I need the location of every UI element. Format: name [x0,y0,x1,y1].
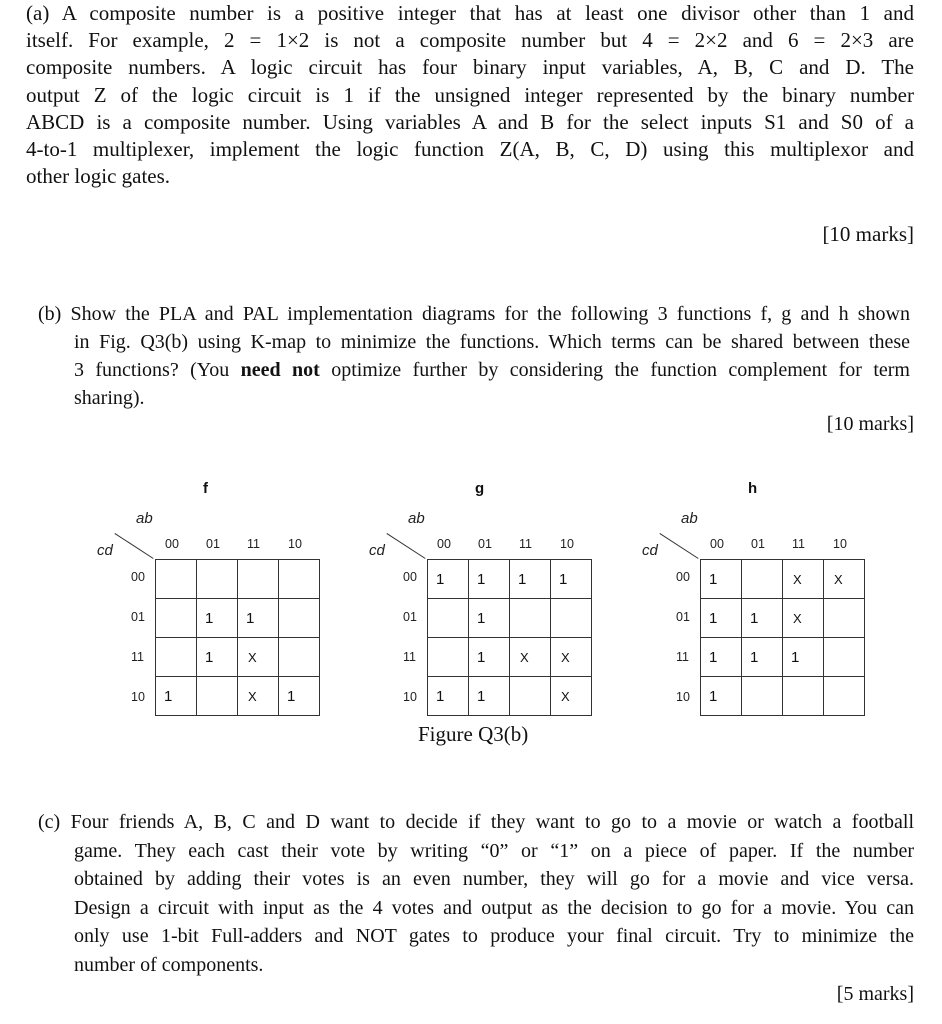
kmap-cell-value: 1 [709,570,718,588]
kmap-cell-value: 1 [477,648,486,666]
kmap-ab-label: ab [408,510,425,527]
kmap-column-header: 00 [437,537,451,551]
kmap-cell [469,677,510,716]
kmap-diagonal [659,533,698,559]
kmap-row-header: 00 [403,570,417,584]
kmap-row [156,638,320,677]
kmap-row [701,599,865,638]
question-b-bold: need not [240,359,320,381]
kmap-cell [742,638,783,677]
kmap-cell [701,638,742,677]
question-b-line: sharing). [74,387,145,409]
kmap-function-label: g [475,480,485,497]
question-b-line3-post: optimize further by considering the function complement for term [319,359,910,381]
kmap-column-header: 10 [833,537,847,551]
kmap-cell [551,677,592,716]
kmap-cell [469,638,510,677]
kmap-cell-value: X [793,571,802,587]
kmap-ab-label: ab [136,510,153,527]
question-c-text [38,808,914,980]
marks-c: [5 marks] [836,983,914,1005]
kmap-cell [742,599,783,638]
kmap-cell-value: 1 [709,687,718,705]
kmap-cell-value: 1 [709,609,718,627]
kmap-row [701,638,865,677]
kmap-grid-g [427,559,592,716]
kmap-cell [428,560,469,599]
kmap-cell-value: 1 [205,648,214,666]
kmap-cell [551,560,592,599]
kmap-ab-label: ab [681,510,698,527]
kmap-cell [824,638,865,677]
kmap-row-header: 11 [676,650,689,664]
kmap-cell [701,677,742,716]
kmap-cell [197,677,238,716]
kmap-cell [197,638,238,677]
kmap-cell [783,638,824,677]
question-b-line: in Fig. Q3(b) using K-map to minimize the functions. Which terms can be shared between these [74,331,910,353]
kmap-cell [510,677,551,716]
kmap-cell [510,638,551,677]
kmap-cell [279,599,320,638]
kmap-cell-value: 1 [205,609,214,627]
kmap-cell-value: 1 [477,687,486,705]
kmap-cell [469,560,510,599]
kmap-row [156,599,320,638]
question-b-text [38,300,910,412]
kmap-cell [238,560,279,599]
kmap-cell-value: X [248,649,257,665]
kmap-cell [156,599,197,638]
kmap-row-header: 00 [676,570,690,584]
kmap-column-header: 00 [165,537,179,551]
kmap-cell-value: X [520,649,529,665]
kmap-cell [783,560,824,599]
kmap-function-label: h [748,480,758,497]
kmap-cell [824,677,865,716]
kmap-cell [551,638,592,677]
kmap-row-header: 01 [403,610,417,624]
question-a-line: (a) A composite number is a positive integer that has at least one divisor other than 1 and [26,1,914,25]
kmap-cell [783,599,824,638]
kmap-cell-value: 1 [477,609,486,627]
question-c-line: only use 1-bit Full-adders and NOT gates to produce your final circuit. Try to minimize the [74,925,914,948]
question-a-text [26,0,914,190]
kmap-cell [197,560,238,599]
question-a-line: itself. For example, 2 = 1×2 is not a composite number but 4 = 2×2 and 6 = 2×3 are [26,28,914,53]
kmap-cell [197,599,238,638]
kmap-cell [701,599,742,638]
kmap-cd-label: cd [369,542,385,559]
kmap-row [701,560,865,599]
kmap-cell [428,677,469,716]
kmap-cell-value: 1 [164,687,173,705]
kmap-cell-value: 1 [477,570,486,588]
kmap-cell-value: 1 [750,648,759,666]
question-c-line: (c) Four friends A, B, C and D want to decide if they want to go to a movie or watch a football [38,811,914,833]
question-a-line: ABCD is a composite number. Using variables A and B for the select inputs S1 and S0 of a [26,109,914,134]
kmap-row [428,599,592,638]
kmap-row-header: 11 [403,650,416,664]
kmap-cell-value: X [561,649,570,665]
kmap-cell [742,560,783,599]
kmap-cell [742,677,783,716]
marks-a: [10 marks] [822,222,914,246]
kmap-row-header: 10 [403,690,417,704]
kmap-column-header: 10 [560,537,574,551]
kmap-row [428,560,592,599]
kmap-cell-value: X [561,688,570,704]
kmap-row [701,677,865,716]
kmap-cell [279,677,320,716]
kmap-cell-value: 1 [436,687,445,705]
kmap-row-header: 01 [676,610,690,624]
kmap-column-header: 11 [247,537,260,551]
question-b-line3-pre: 3 functions? (You [74,359,241,381]
kmap-cell [279,638,320,677]
kmap-row [428,638,592,677]
question-c-line: Design a circuit with input as the 4 votes and output as the decision to go for a movie. You can [74,896,914,919]
kmap-cell [824,599,865,638]
kmap-row [156,677,320,716]
kmap-cell [551,599,592,638]
kmap-cell [156,677,197,716]
kmap-cell-value: X [834,571,843,587]
kmap-cell [824,560,865,599]
kmap-cell-value: 1 [518,570,527,588]
kmap-row [156,560,320,599]
kmap-cell-value: 1 [791,648,800,666]
kmap-cd-label: cd [642,542,658,559]
kmap-column-header: 01 [478,537,492,551]
question-c-line: obtained by adding their votes is an even number, they will go for a movie and vice versa. [74,868,914,891]
question-c-line: number of components. [74,953,264,976]
kmap-cell [428,599,469,638]
kmap-cell [469,599,510,638]
figure-caption: Figure Q3(b) [418,722,529,746]
kmap-cell [510,560,551,599]
kmap-column-header: 00 [710,537,724,551]
kmap-cell-value: 1 [750,609,759,627]
kmap-cell [238,638,279,677]
kmap-row-header: 00 [131,570,145,584]
question-a-line: other logic gates. [26,164,171,189]
kmap-cell [238,677,279,716]
kmap-column-header: 11 [792,537,805,551]
kmap-cell [783,677,824,716]
kmap-column-header: 10 [288,537,302,551]
kmap-cell-value: X [248,688,257,704]
kmap-row-header: 10 [676,690,690,704]
kmap-cell [428,638,469,677]
question-b-line: (b) Show the PLA and PAL implementation diagrams for the following 3 functions f, g and h shown [38,303,910,325]
kmap-function-label: f [203,480,208,497]
kmap-cell-value: 1 [287,687,296,705]
kmap-column-header: 01 [751,537,765,551]
kmap-row [428,677,592,716]
kmap-row-header: 11 [131,650,144,664]
question-a-line: composite numbers. A logic circuit has four binary input variables, A, B, C and D. The [26,55,914,80]
kmap-cd-label: cd [97,542,113,559]
kmap-cell [238,599,279,638]
kmap-cell-value: 1 [246,609,255,627]
kmap-cell-value: 1 [709,648,718,666]
kmap-cell [510,599,551,638]
kmap-cell [701,560,742,599]
kmap-cell-value: 1 [559,570,568,588]
kmap-column-header: 11 [519,537,532,551]
kmap-cell [156,560,197,599]
question-b-line [38,356,910,384]
kmap-cell-value: 1 [436,570,445,588]
kmap-diagonal [114,533,153,559]
kmap-grid-f [155,559,320,716]
question-a-line: 4-to-1 multiplexer, implement the logic function Z(A, B, C, D) using this multiplexor and [26,137,914,162]
kmap-row-header: 01 [131,610,145,624]
question-c-line: game. They each cast their vote by writing “0” or “1” on a piece of paper. If the number [74,839,914,862]
kmap-cell [156,638,197,677]
kmap-row-header: 10 [131,690,145,704]
kmap-grid-h [700,559,865,716]
kmap-diagonal [386,533,425,559]
kmap-cell [279,560,320,599]
question-a-line: output Z of the logic circuit is 1 if the unsigned integer represented by the binary number [26,82,914,107]
kmap-cell-value: X [793,610,802,626]
marks-b: [10 marks] [826,413,914,435]
kmap-column-header: 01 [206,537,220,551]
